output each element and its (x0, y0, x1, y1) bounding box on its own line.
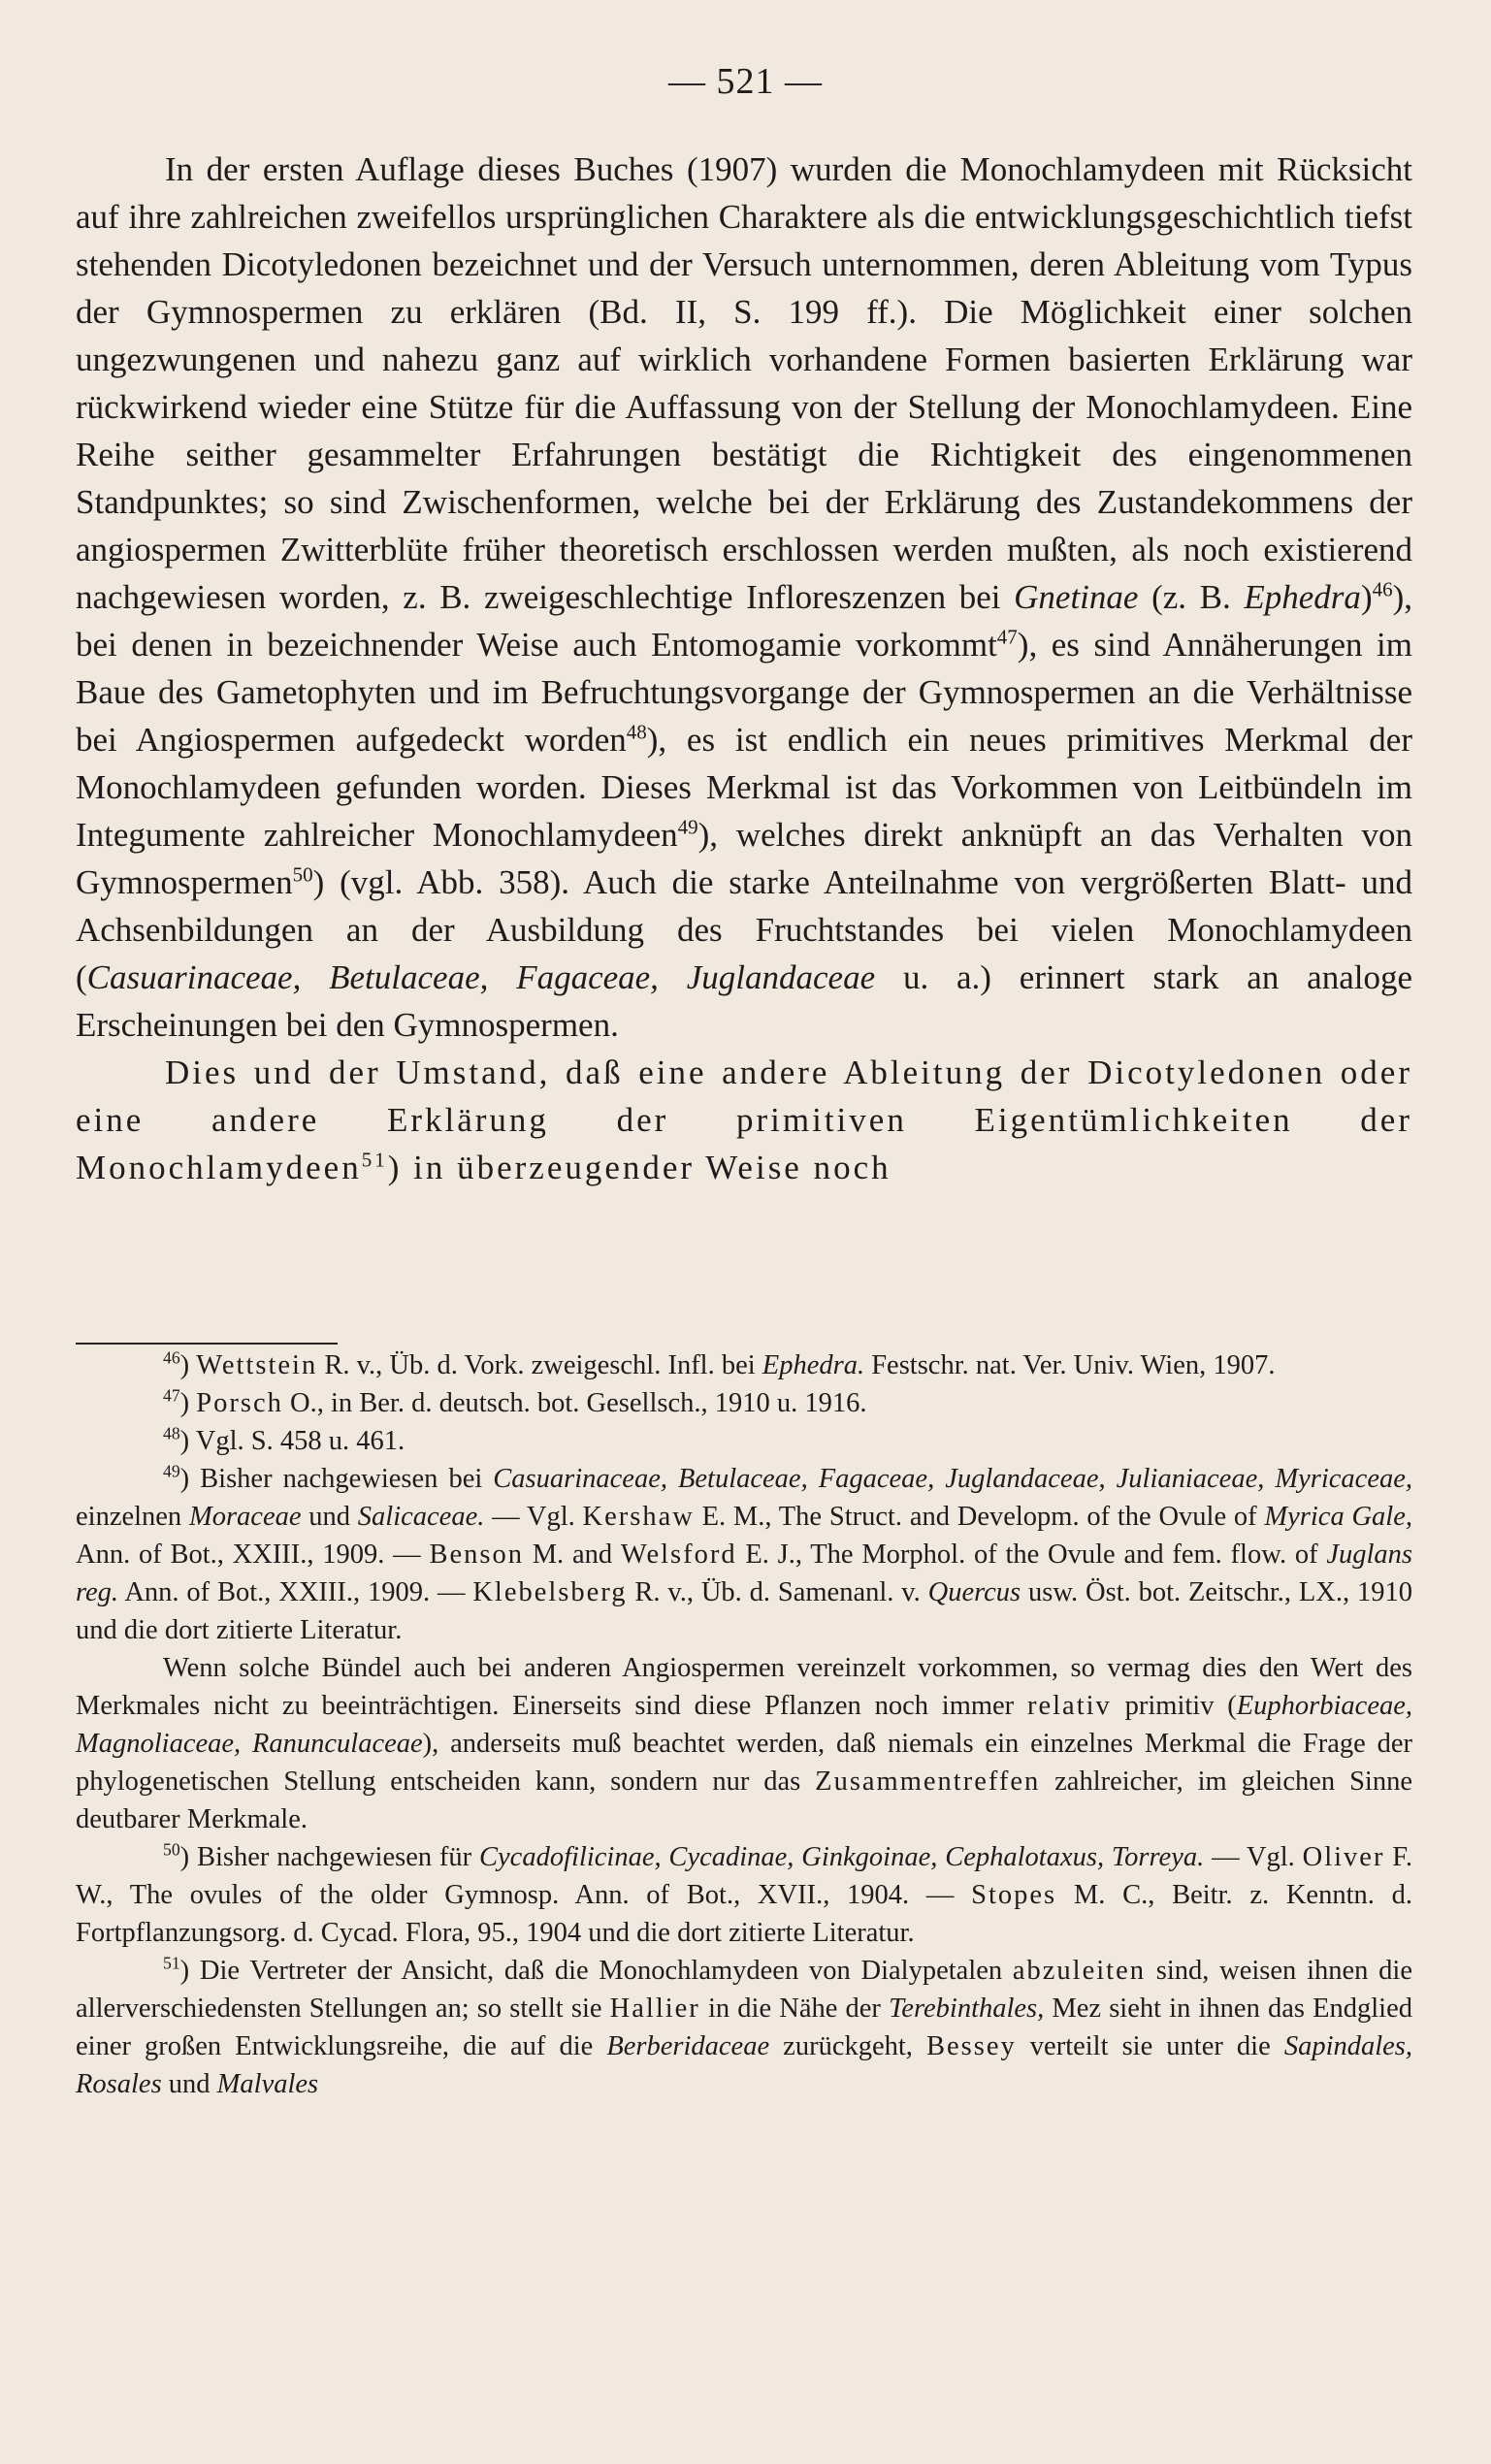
paragraph-1: In der ersten Auflage dieses Buches (1907) wurden die Monochlamydeen mit Rücksicht auf ihre zahlreichen zweifellos ursprünglichen Charaktere als die entwicklungsgeschichtlich tiefst stehenden Dicotyledonen bezeichnet und der Versuch unternommen, deren Ableitung vom Typus der Gymnospermen zu erklären (Bd. II, S. 199 ff.). Die Möglichkeit einer solchen ungezwungenen und nahezu ganz auf wirklich vorhandene Formen basierten Erklärung war rückwirkend wieder eine Stütze für die Auffassung von der Stellung der Monochlamydeen. Eine Reihe seither gesammelter Erfahrungen bestätigt die Richtigkeit des eingenommenen Standpunktes; so sind Zwischenformen, welche bei der Erklärung des Zustandekommens der angiospermen Zwitterblüte früher theoretisch erschlossen werden mußten, als noch existierend nachgewiesen worden, z. B. zweigeschlechtige Infloreszenzen bei Gnetinae (z. B. Ephedra)$^{46}$), bei denen in bezeichnender Weise auch Entomogamie vorkommt$^{47}$), es sind Annäherungen im Baue des Gametophyten und im Befruchtungsvorgange der Gymnospermen an die Verhältnisse bei Angiospermen aufgedeckt worden$^{48}$), es ist endlich ein neues primitives Merkmal der Monochlamydeen gefunden worden. Dieses Merkmal ist das Vorkommen von Leitbündeln im Integumente zahlreicher Monochlamydeen$^{49}$), welches direkt anknüpft an das Verhalten von Gymnospermen$^{50}$) (vgl. Abb. 358). Auch die starke Anteilnahme von vergrößerten Blatt- und Achsenbildungen an der Ausbildung des Fruchtstandes bei vielen Monochlamydeen (Casuarinaceae, Betulaceae, Fagaceae, Juglandaceae u. a.) erinnert stark an analoge Erscheinungen bei den Gymnospermen. (76, 150, 1413, 1044)
footnote-46: $^{46}$) Wettstein R. v., Üb. d. Vork. zweigeschl. Infl. bei Ephedra. Festschr. nat. Ver. Univ. Wien, 1907. (163, 1347, 1276, 1380)
page-number: — 521 — (668, 61, 823, 102)
footnote-divider (76, 1343, 338, 1345)
footnote-51: $^{51}$) Die Vertreter der Ansicht, daß die Monochlamydeen von Dialypetalen abzuleiten sind, weisen ihnen die allerverschiedensten Stellungen an; so stellt sie Hallier in die Nähe der Terebinthales, Mez sieht in ihnen das Endglied einer großen Entwicklungsreihe, die auf die Berberidaceae zurückgeht, Bessey verteilt sie unter die Sapindales, Rosales und Malvales (76, 1953, 1413, 2099)
footnote-49: $^{49}$) Bisher nachgewiesen bei Casuarinaceae, Betulaceae, Fagaceae, Juglandaceae, Julianiaceae, Myricaceae, einzelnen Moraceae und Salicaceae. — Vgl. Kershaw E. M., The Struct. and Developm. of the Ovule of Myrica Gale, Ann. of Bot., XXIII., 1909. — Benson M. and Welsford E. J., The Morphol. of the Ovule and fem. flow. of Juglans reg. Ann. of Bot., XXIII., 1909. — Klebelsberg R. v., Üb. d. Samenanl. v. Quercus usw. Öst. bot. Zeitschr., LX., 1910 und die dort zitierte Literatur. (76, 1461, 1413, 1645)
footnote-ref-50: 50 (292, 862, 313, 887)
footnote-ref-51: 51 (361, 1148, 388, 1172)
footnote-50: $^{50}$) Bisher nachgewiesen für Cycadofilicinae, Cycadinae, Ginkgoinae, Cephalotaxus, Torreya. — Vgl. Oliver F. W., The ovules of the older Gymnosp. Ann. of Bot., XVII., 1904. — Stopes M. C., Beitr. z. Kenntn. d. Fortpflanzungsorg. d. Cycad. Flora, 95., 1904 und die dort zitierte Literatur. (76, 1839, 1412, 1948)
footnote-49-continuation: Wenn solche Bündel auch bei anderen Angiospermen vereinzelt vorkommen, so vermag dies den Wert des Merkmales nicht zu beeinträchtigen. Einerseits sind diese Pflanzen noch immer relativ primitiv (Euphorbiaceae, Magnoliaceae, Ranunculaceae), anderseits muß beachtet werden, daß niemals ein einzelnes Merkmal die Frage der phylogenetischen Stellung entscheiden kann, sondern nur das Zusammentreffen zahlreicher, im gleichen Sinne deutbarer Merkmale. (76, 1653, 1412, 1834)
main-text (76, 146, 1412, 1191)
footnote-48: $^{48}$) Vgl. S. 458 u. 461. (163, 1423, 405, 1456)
footnotes (76, 1346, 1412, 2103)
paragraph-2: Dies und der Umstand, daß eine andere Ableitung der Dicotyledonen oder eine andere Erklärung der primitiven Eigentümlichkeiten der Monochlamydeen$^{51}$) in überzeugender Weise noch (76, 1054, 1412, 1186)
footnote-ref-49: 49 (677, 815, 698, 839)
footnote-ref-47: 47 (996, 625, 1018, 649)
footnote-ref-46: 46 (1372, 577, 1393, 601)
footnote-ref-48: 48 (626, 720, 647, 744)
footnote-47: $^{47}$) Porsch O., in Ber. d. deutsch. bot. Gesellsch., 1910 u. 1916. (163, 1385, 867, 1418)
